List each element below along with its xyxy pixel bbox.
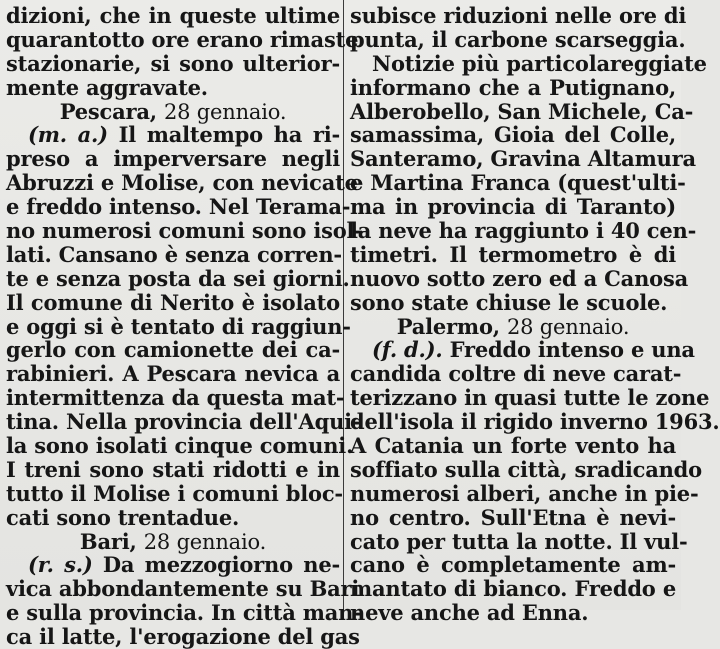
text-line: vica abbondantemente su Bari	[6, 576, 360, 602]
text-line: nuovo sotto zero ed a Canosa	[350, 265, 688, 291]
text-line: soffiato sulla città, sradicando	[350, 456, 702, 482]
text-line: candida coltre di neve carat-	[350, 361, 682, 387]
text-line: e sulla provincia. In città man-	[6, 600, 362, 626]
text-line: intermittenza da questa mat-	[6, 385, 345, 411]
text-line: Notizie più particolareggiate	[372, 50, 707, 76]
column-divider	[343, 0, 344, 610]
dateline-date: 28 gennaio.	[143, 529, 267, 554]
dateline-place: Palermo,	[396, 313, 500, 339]
text-line: la sono isolati cinque comuni.	[6, 433, 354, 459]
text-line: informano che a Putignano,	[350, 74, 676, 100]
byline-initials: (m. a.)	[28, 122, 108, 148]
text-line: Alberobello, San Michele, Ca-	[350, 98, 694, 124]
text-line: dell'isola il rigido inverno 1963.	[350, 409, 720, 435]
text-line: cato per tutta la notte. Il vul-	[350, 528, 688, 554]
text-line: no centro. Sull'Etna è nevi-	[350, 504, 676, 530]
text-line: A Catania un forte vento ha	[350, 433, 676, 459]
text-line: Abruzzi e Molise, con nevicate	[6, 170, 358, 196]
text-line: stazionarie, si sono ulterior-	[6, 50, 340, 76]
dateline-pescara	[6, 100, 340, 124]
text-line: cati sono trentadue.	[6, 504, 240, 530]
dateline-date: 28 gennaio.	[507, 314, 630, 339]
text-line: dizioni, che in queste ultime	[6, 3, 340, 28]
text-line: punta, il carbone scarseggia.	[350, 26, 686, 52]
byline-initials: (f. d.).	[372, 337, 443, 363]
text-line: sono state chiuse le scuole.	[350, 289, 668, 315]
text-line: samassima, Gioia del Colle,	[350, 122, 676, 148]
text-line: terizzano in quasi tutte le zone	[350, 385, 710, 411]
text-line: te e senza posta da sei giorni.	[6, 265, 350, 291]
text-line: (f. d.). Freddo intenso e una	[372, 337, 695, 363]
text-line: Santeramo, Gravina Altamura	[350, 146, 696, 172]
text-line: e Martina Franca (quest'ulti-	[350, 170, 686, 196]
text-line: ca il latte, l'erogazione del gas	[6, 624, 360, 649]
dateline-bari	[6, 530, 340, 554]
text-line: cano è completamente am-	[350, 552, 676, 578]
text-line: numerosi alberi, anche in pie-	[350, 480, 699, 506]
text-line: no numerosi comuni sono isol-	[6, 218, 363, 244]
text-line: tutto il Molise i comuni bloc-	[6, 480, 343, 506]
text-line: mente aggravate.	[6, 74, 208, 100]
text-line: rabinieri. A Pescara nevica a	[6, 361, 340, 387]
text-line: timetri. Il termometro è di	[350, 241, 676, 267]
text-line: ma in provincia di Taranto)	[350, 194, 676, 220]
dateline-place: Pescara,	[59, 98, 157, 124]
dateline-palermo	[350, 315, 676, 339]
text-line: lati. Cansano è senza corren-	[6, 241, 342, 267]
text-line: Il comune di Nerito è isolato	[6, 289, 340, 315]
text-line: quarantotto ore erano rimaste	[6, 26, 359, 52]
text-line: subisce riduzioni nelle ore di	[350, 3, 687, 28]
text-line: e oggi si è tentato di raggiun-	[6, 313, 351, 339]
text-line: la neve ha raggiunto i 40 cen-	[350, 218, 697, 244]
text-line: (r. s.) Da mezzogiorno ne-	[28, 552, 340, 578]
text-line: (m. a.) Il maltempo ha ri-	[28, 122, 341, 148]
dateline-place: Bari,	[79, 528, 137, 554]
text-line: neve anche ad Enna.	[350, 600, 589, 626]
text-line: gerlo con camionette dei ca-	[6, 337, 340, 363]
dateline-date: 28 gennaio.	[164, 99, 287, 124]
text-line: mantato di bianco. Freddo e	[350, 576, 676, 602]
text-line: tina. Nella provincia dell'Aqui-	[6, 409, 361, 435]
left-column	[6, 3, 363, 649]
byline-initials: (r. s.)	[28, 552, 93, 578]
text-line: preso a imperversare negli	[6, 146, 340, 172]
text-line: I treni sono stati ridotti e in	[6, 456, 340, 482]
right-column	[350, 3, 720, 626]
text-line: e freddo intenso. Nel Terama-	[6, 194, 351, 220]
